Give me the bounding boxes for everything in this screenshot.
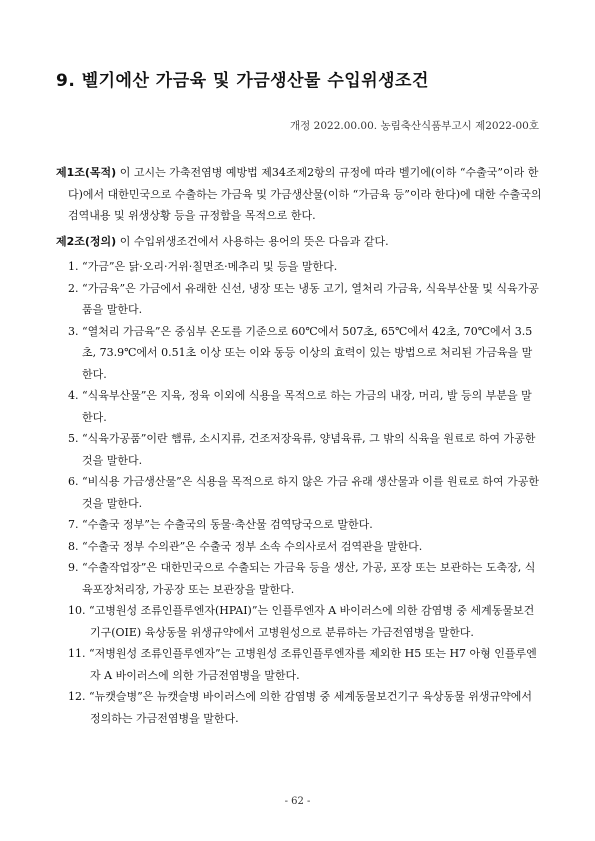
definition-item: 9. “수출작업장”은 대한민국으로 수출되는 가금육 등을 생산, 가공, 포장 또는 보관하는 도축장, 식육포장처리장, 가공장 또는 보관장을 말한다. — [68, 561, 536, 596]
amendment-note: 개정 2022.00.00. 농림축산식품부고시 제2022-00호 — [290, 120, 539, 132]
definition-item: 8. “수출국 정부 수의관”은 수출국 정부 소속 수의사로서 검역관을 말한다. — [68, 539, 423, 553]
definition-item: 10. “고병원성 조류인플루엔자(HPAI)”는 인플루엔자 A 바이러스에 의한 감염병 중 세계동물보건기구(OIE) 육상동물 위생규약에서 고병원성으로 분류하는 가금전염병을 말한다. — [68, 604, 535, 639]
article-1-heading: 제1조(목적) — [56, 166, 117, 179]
article-2-text: 이 수입위생조건에서 사용하는 용어의 뜻은 다음과 같다. — [116, 234, 389, 248]
page-number: - 62 - — [284, 796, 311, 807]
definition-item: 5. “식육가공품”이란 햄류, 소시지류, 건조저장육류, 양념육류, 그 밖의 식육을 원료로 하여 가공한 것을 말한다. — [68, 432, 536, 467]
article-2 — [56, 231, 542, 253]
definition-item: 3. “열처리 가금육”은 중심부 온도를 기준으로 60℃에서 507초, 65℃에서 42초, 70℃에서 3.5초, 73.9℃에서 0.51초 이상 또는 이와 동등 이상의 효력이 있는 방법으로 처리된 가금육을 말한다. — [68, 324, 533, 381]
article-1 — [56, 162, 542, 227]
definition-item: 11. “저병원성 조류인플루엔자”는 고병원성 조류인플루엔자를 제외한 H5 또는 H7 아형 인플루엔자 A 바이러스에 의한 가금전염병을 말한다. — [68, 647, 537, 682]
definition-item: 1. “가금”은 닭·오리·거위·칠면조·메추리 및 등을 말한다. — [68, 260, 338, 273]
definition-item: 4. “식육부산물”은 지육, 정육 이외에 식용을 목적으로 하는 가금의 내장, 머리, 발 등의 부분을 말한다. — [68, 389, 532, 424]
definition-item: 6. “비식용 가금생산물”은 식용을 목적으로 하지 않은 가금 유래 생산물과 이를 원료로 하여 가공한 것을 말한다. — [68, 475, 539, 510]
document-body — [56, 162, 542, 729]
article-2-heading: 제2조(정의) — [56, 234, 117, 248]
definitions-list — [56, 256, 542, 729]
definition-item: 12. “뉴캣슬병”은 뉴캣슬병 바이러스에 의한 감염병 중 세계동물보건기구 육상동물 위생규약에서 정의하는 가금전염병을 말한다. — [68, 690, 532, 725]
definition-item: 2. “가금육”은 가금에서 유래한 신선, 냉장 또는 냉동 고기, 열처리 가금육, 식육부산물 및 식육가공품을 말한다. — [68, 281, 539, 316]
definition-item: 7. “수출국 정부”는 수출국의 동물·축산물 검역당국으로 말한다. — [68, 518, 373, 531]
document-title: 9. 벨기에산 가금육 및 가금생산물 수입위생조건 — [56, 71, 429, 91]
article-1-text: 이 고시는 가축전염병 예방법 제34조제2항의 규정에 따라 벨기에(이하 “수출국”이라 한다)에서 대한민국으로 수출하는 가금육 및 가금생산물(이하 “가금육 등”이라 한다)에 대한 수출국의 검역내용 및 위생상황 등을 규정함을 목적으로 한다. — [68, 166, 542, 222]
